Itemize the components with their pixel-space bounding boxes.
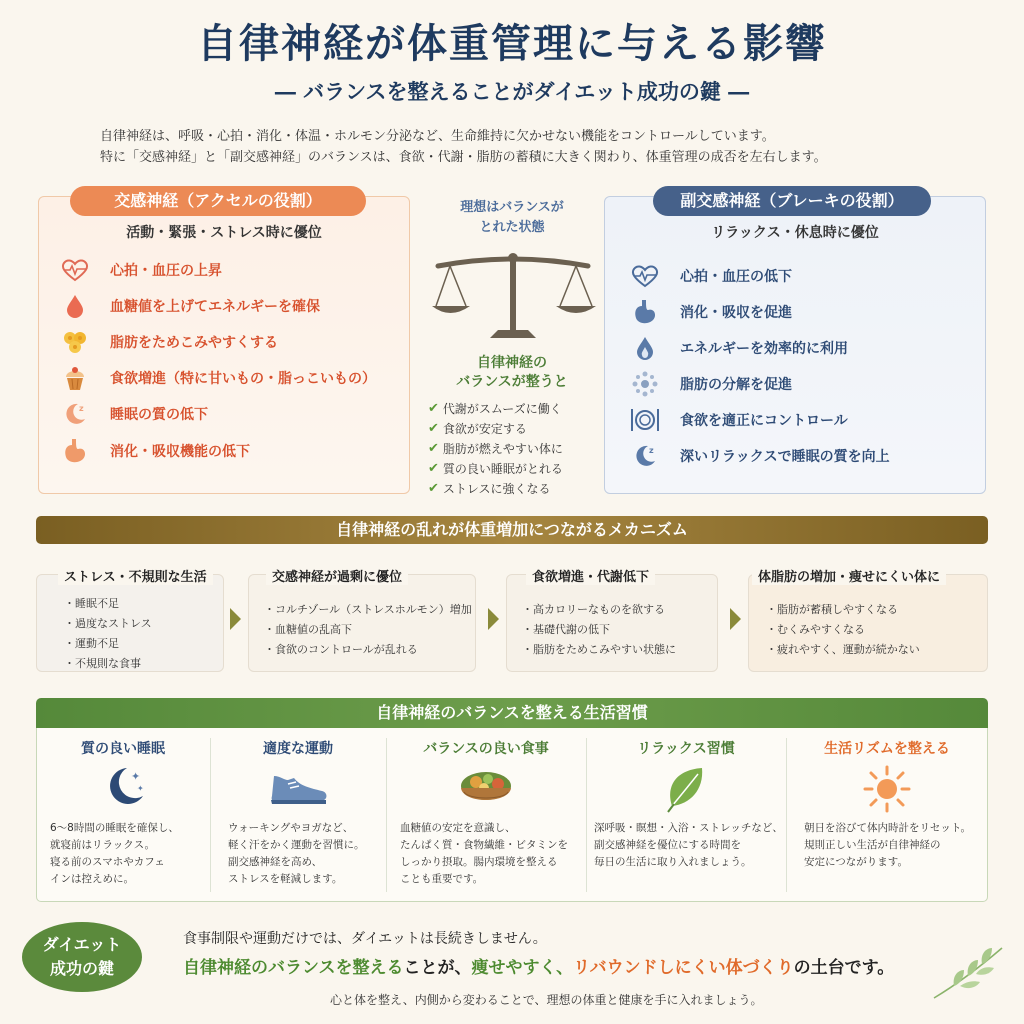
mechanism-item: ・睡眠不足: [64, 597, 119, 610]
check-item: [428, 399, 562, 418]
heartbeat-icon: [58, 255, 92, 285]
sun-icon: [862, 764, 912, 814]
habit-column: [36, 728, 210, 902]
mechanism-item: ・脂肪が蓄積しやすくなる: [766, 603, 898, 616]
check-item: [428, 459, 563, 478]
arrow-right-icon: [730, 608, 741, 630]
mechanism-step-title: 体脂肪の増加・痩せにくい体に: [752, 566, 946, 585]
mechanism-item: ・脂肪をためこみやすい状態に: [522, 643, 676, 656]
footer-highlight: 自律神経のバランスを整える: [183, 958, 404, 978]
sneaker-icon: [266, 764, 330, 810]
balance-caption-line: 理想はバランスが: [460, 200, 564, 215]
success-key-line: 成功の鍵: [49, 959, 114, 978]
footer-text: ことが、: [403, 958, 472, 978]
mechanism-item: ・血糖値の乱高下: [264, 623, 352, 636]
arrow-right-icon: [488, 608, 499, 630]
parasympathetic-item-label: 食欲を適正にコントロール: [680, 413, 848, 429]
footer-text: の土台です。: [793, 958, 895, 978]
parasympathetic-item: [628, 369, 792, 399]
check-icon: ✔: [428, 441, 439, 456]
sympathetic-item: [58, 291, 320, 321]
moon-icon: [628, 441, 662, 471]
stomach-icon: [628, 297, 662, 327]
mechanism-item: ・基礎代謝の低下: [522, 623, 610, 636]
parasympathetic-item: [628, 405, 848, 435]
check-item-label: 食欲が安定する: [442, 422, 527, 436]
svg-text:✦: ✦: [137, 784, 144, 793]
sympathetic-item: [58, 327, 278, 357]
parasympathetic-item: [628, 441, 890, 471]
habits-heading: 自律神経のバランスを整える生活習慣: [36, 698, 988, 728]
check-item: [428, 479, 551, 498]
sympathetic-item-label: 血糖値を上げてエネルギーを確保: [110, 299, 320, 315]
page-subtitle: ― バランスを整えることがダイエット成功の鍵 ―: [274, 79, 750, 104]
cupcake-icon: [58, 363, 92, 393]
moon-stars-icon: [99, 764, 147, 810]
parasympathetic-item-label: 心拍・血圧の低下: [680, 269, 792, 285]
habit-title: バランスの良い食事: [423, 741, 549, 757]
check-icon: ✔: [428, 401, 439, 416]
mechanism-item: ・むくみやすくなる: [766, 623, 865, 636]
mechanism-step-title: ストレス・不規則な生活: [58, 566, 213, 585]
success-key-line: ダイエット: [42, 935, 122, 954]
footer-highlight: 痩せやすく、: [471, 958, 574, 978]
mechanism-step-list: [264, 600, 472, 660]
parasympathetic-item-label: エネルギーを効率的に利用: [680, 341, 848, 357]
habit-description: 深呼吸・瞑想・入浴・ストレッチなど、 副交感神経を優位にする時間を 毎日の生活に取り入れましょう。: [594, 822, 783, 868]
mechanism-item: ・高カロリーなものを欲する: [522, 603, 665, 616]
check-item-label: 代謝がスムーズに働く: [442, 402, 562, 416]
parasympathetic-item-label: 深いリラックスで睡眠の質を向上: [680, 449, 890, 465]
habit-title: リラックス習慣: [637, 741, 735, 757]
mechanism-item: ・運動不足: [64, 637, 119, 650]
svg-text:✦: ✦: [131, 770, 141, 783]
sympathetic-subtitle: 活動・緊張・ストレス時に優位: [126, 225, 322, 241]
food-bowl-icon: [456, 764, 516, 814]
parasympathetic-item-label: 消化・吸収を促進: [680, 305, 792, 321]
blood-drop-icon: [58, 291, 92, 321]
intro-line: 特に「交感神経」と「副交感神経」のバランスは、食欲・代謝・脂肪の蓄積に大きく関わり、体重管理の成否を左右します。: [100, 150, 827, 165]
parasympathetic-title: 副交感神経（ブレーキの役割）: [653, 186, 931, 216]
footer-highlight: リバウンドしにくい体づくり: [573, 958, 794, 978]
balance-scale-icon: [428, 248, 598, 344]
leaf-icon: [664, 764, 708, 814]
intro-line: 自律神経は、呼吸・心拍・消化・体温・ホルモン分泌など、生命維持に欠かせない機能をコントロールしています。: [100, 129, 775, 144]
check-icon: ✔: [428, 461, 439, 476]
parasympathetic-item-label: 脂肪の分解を促進: [680, 377, 792, 393]
mechanism-step-list: [64, 594, 152, 674]
mechanism-item: ・不規則な食事: [64, 657, 141, 670]
balance-caption: [430, 198, 594, 238]
balance-effect-heading: [430, 354, 594, 392]
mechanism-item: ・食欲のコントロールが乱れる: [264, 643, 418, 656]
mechanism-step-title: 交感神経が過剰に優位: [266, 566, 408, 585]
mechanism-item: ・疲れやすく、運動が続かない: [766, 643, 920, 656]
arrow-right-icon: [230, 608, 241, 630]
stomach-icon: [58, 436, 92, 466]
parasympathetic-subtitle: リラックス・休息時に優位: [711, 225, 879, 241]
parasympathetic-item: [628, 297, 792, 327]
mechanism-item: ・コルチゾール（ストレスホルモン）増加: [264, 603, 472, 616]
check-icon: ✔: [428, 481, 439, 496]
mechanism-step-list: [766, 600, 920, 660]
check-item-label: 脂肪が燃えやすい体に: [442, 442, 563, 456]
habit-column: [386, 728, 586, 902]
svg-text:z: z: [649, 446, 654, 455]
check-item-label: 質の良い睡眠がとれる: [442, 462, 563, 476]
moon-icon: [58, 399, 92, 429]
habit-column: [786, 728, 988, 902]
habit-description: 血糖値の安定を意識し、 たんぱく質・食物繊維・ビタミンを しっかり摂取。腸内環境を整える ことも重要です。: [400, 822, 568, 885]
page-title: 自律神経が体重管理に与える影響: [197, 20, 827, 67]
habit-title: 質の良い睡眠: [81, 741, 165, 757]
mechanism-item: ・過度なストレス: [64, 617, 152, 630]
intro-text: [100, 126, 960, 168]
sympathetic-title: 交感神経（アクセルの役割）: [70, 186, 366, 216]
footer-line-3: 心と体を整え、内側から変わることで、理想の体重と健康を手に入れましょう。: [330, 993, 763, 1007]
parasympathetic-item: [628, 261, 792, 291]
footer-line-1: 食事制限や運動だけでは、ダイエットは長続きしません。: [183, 931, 547, 947]
sympathetic-item: [58, 255, 222, 285]
check-icon: ✔: [428, 421, 439, 436]
habit-description: ウォーキングやヨガなど、 軽く汗をかく運動を習慣に。 副交感神経を高め、 ストレスを軽減します。: [228, 822, 365, 885]
mechanism-step-list: [522, 600, 676, 660]
leaf-branch-icon: [930, 942, 1010, 1004]
fat-cells-icon: [58, 327, 92, 357]
habit-column: [210, 728, 386, 902]
habit-description: 6～8時間の睡眠を確保し、 就寝前はリラックス。 寝る前のスマホやカフェ インは控えめに。: [50, 822, 179, 885]
sympathetic-item-label: 心拍・血圧の上昇: [110, 263, 222, 279]
sympathetic-item-label: 食欲増進（特に甘いもの・脂っこいもの）: [110, 371, 376, 387]
success-key-badge: [22, 922, 142, 992]
svg-text:z: z: [79, 404, 84, 413]
plate-icon: [628, 405, 662, 435]
balance-caption-line: とれた状態: [479, 220, 545, 235]
mechanism-heading: 自律神経の乱れが体重増加につながるメカニズム: [36, 516, 988, 544]
check-item: [428, 439, 563, 458]
habit-title: 生活リズムを整える: [824, 741, 950, 757]
check-item: [428, 419, 527, 438]
habit-column: [586, 728, 786, 902]
sympathetic-item-label: 脂肪をためこみやすくする: [110, 335, 278, 351]
fat-breakdown-icon: [628, 369, 662, 399]
heartbeat-icon: [628, 261, 662, 291]
parasympathetic-item: [628, 333, 848, 363]
habit-description: 朝日を浴びて体内時計をリセット。 規則正しい生活が自律神経の 安定につながります。: [804, 822, 971, 868]
sympathetic-item-label: 睡眠の質の低下: [110, 407, 208, 423]
footer-line-2: [183, 953, 894, 978]
balance-effect-line: 自律神経の: [477, 355, 547, 371]
flame-icon: [628, 333, 662, 363]
check-item-label: ストレスに強くなる: [442, 482, 551, 496]
mechanism-step-title: 食欲増進・代謝低下: [526, 566, 655, 585]
sympathetic-item-label: 消化・吸収機能の低下: [110, 444, 250, 460]
sympathetic-item: [58, 436, 250, 466]
sympathetic-item: [58, 363, 376, 393]
balance-effect-line: バランスが整うと: [456, 374, 568, 390]
sympathetic-item: [58, 399, 208, 429]
habit-title: 適度な運動: [263, 741, 333, 757]
